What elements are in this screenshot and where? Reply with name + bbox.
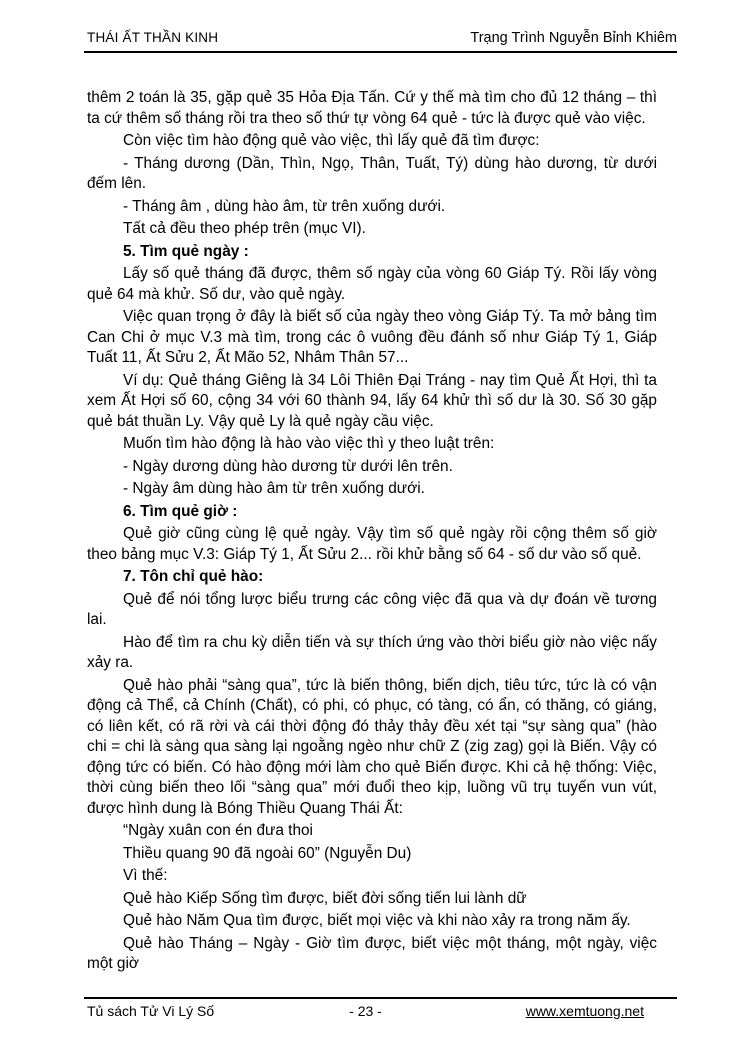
section-heading-5: 5. Tìm quẻ ngày : xyxy=(123,242,249,260)
paragraph: Muốn tìm hào động là hào vào việc thì y theo luật trên: xyxy=(123,435,495,452)
paragraph: Vì thế: xyxy=(123,867,168,884)
list-item: - Tháng dương (Dần, Thìn, Ngọ, Thân, Tuất, Tý) dùng hào dương, từ dưới đếm lên. xyxy=(87,154,657,192)
paragraph: Việc quan trọng ở đây là biết số của ngày theo vòng Giáp Tý. Ta mở bảng tìm Can Chi ở mục V.3 mà tìm, trong các ô vuông đều đánh số như Giáp Tý 1, Giáp Tuất 11, Ất Sửu 2, Ất Mão 52, Nhâm Thân 57... xyxy=(87,308,657,366)
paragraph: Quẻ để nói tổng lược biểu trưng các công việc đã qua và dự đoán về tương lai. xyxy=(87,590,657,628)
quote-line: “Ngày xuân con én đưa thoi xyxy=(123,822,313,839)
paragraph: Còn việc tìm hào động quẻ vào việc, thì lấy quẻ đã tìm được: xyxy=(123,132,540,149)
section-heading-6: 6. Tìm quẻ giờ : xyxy=(123,502,238,520)
paragraph: Quẻ hào Kiếp Sống tìm được, biết đời sống tiến lui lành dữ xyxy=(123,889,527,907)
section-heading-7: 7. Tôn chỉ quẻ hào: xyxy=(123,568,264,585)
paragraph: Lấy số quẻ tháng đã được, thêm số ngày của vòng 60 Giáp Tý. Rồi lấy vòng quẻ 64 mà khử. Số dư, vào quẻ ngày. xyxy=(87,265,657,303)
list-item: - Tháng âm , dùng hào âm, từ trên xuống dưới. xyxy=(123,197,446,215)
page-body xyxy=(87,88,657,977)
paragraph: Tất cả đều theo phép trên (mục VI). xyxy=(123,220,366,237)
paragraph: Hào để tìm ra chu kỳ diễn tiến và sự thích ứng vào thời biểu giờ nào việc nấy xảy ra. xyxy=(87,633,657,671)
page-header xyxy=(84,30,677,53)
paragraph: Quẻ hào phải “sàng qua”, tức là biến thông, biến dịch, tiêu tức, tức là có vận động cả Thể, cả Chính (Chất), có phi, có phục, có tàng, có ẩn, có thăng, có giáng, có liên kết, có rã rời và cái thời động đó thảy thảy đều xét tại “sự sàng qua” (hào chi = chi là sàng qua sàng lại ngoằng ngèo như chữ Z (zig zag) gọi là Biến. Vậy có động tức có biến. Có hào động mới làm cho quẻ Biến được. Khi cả hệ thống: Việc, thời cùng biến theo lối “sàng qua” mới đuổi theo kịp, luồng vũ trụ tuyến vun vút, được hình dung là Bóng Thiều Quang Thái Ất: xyxy=(87,676,657,817)
list-item: - Ngày âm dùng hào âm từ trên xuống dưới. xyxy=(123,480,425,497)
footer-right xyxy=(382,1003,677,1019)
page-footer xyxy=(84,997,677,1019)
header-author: Trạng Trình Nguyễn Bỉnh Khiêm xyxy=(470,30,677,46)
paragraph: Quẻ hào Năm Qua tìm được, biết mọi việc và khi nào xảy ra trong năm ấy. xyxy=(123,912,631,929)
paragraph: thêm 2 toán là 35, gặp quẻ 35 Hỏa Địa Tấn. Cứ y thế mà tìm cho đủ 12 tháng – thì ta cứ thêm số tháng rồi tra theo số thứ tự vòng 64 quẻ - tức là được quẻ vào việc. xyxy=(87,89,657,127)
header-book-title: THÁI ẤT THẦN KINH xyxy=(87,30,219,45)
footer-series-title: Tủ sách Tử Vi Lý Số xyxy=(87,1003,215,1019)
list-item: - Ngày dương dùng hào dương từ dưới lên trên. xyxy=(123,457,453,475)
paragraph: Quẻ giờ cũng cùng lệ quẻ ngày. Vậy tìm số quẻ ngày rồi cộng thêm số giờ theo bảng mục V.3: Giáp Tý 1, Ất Sửu 2... rồi khử bằng số 64 - số dư vào số quẻ. xyxy=(87,525,657,563)
paragraph: Ví dụ: Quẻ tháng Giêng là 34 Lôi Thiên Đại Tráng - nay tìm Quẻ Ất Hợi, thì ta xem Ất Hợi số 60, cộng 34 với 60 thành 94, lấy 64 khử thì số dư là 30. Số 30 gặp quẻ bát thuần Ly. Vậy quẻ Ly là quẻ ngày cầu việc. xyxy=(87,371,657,430)
paragraph: Quẻ hào Tháng – Ngày - Giờ tìm được, biết việc một tháng, một ngày, việc một giờ xyxy=(87,934,657,972)
quote-line: Thiều quang 90 đã ngoài 60” (Nguyễn Du) xyxy=(123,844,412,862)
page-number: - 23 - xyxy=(349,1003,382,1019)
website-link[interactable]: www.xemtuong.net xyxy=(525,1003,644,1019)
